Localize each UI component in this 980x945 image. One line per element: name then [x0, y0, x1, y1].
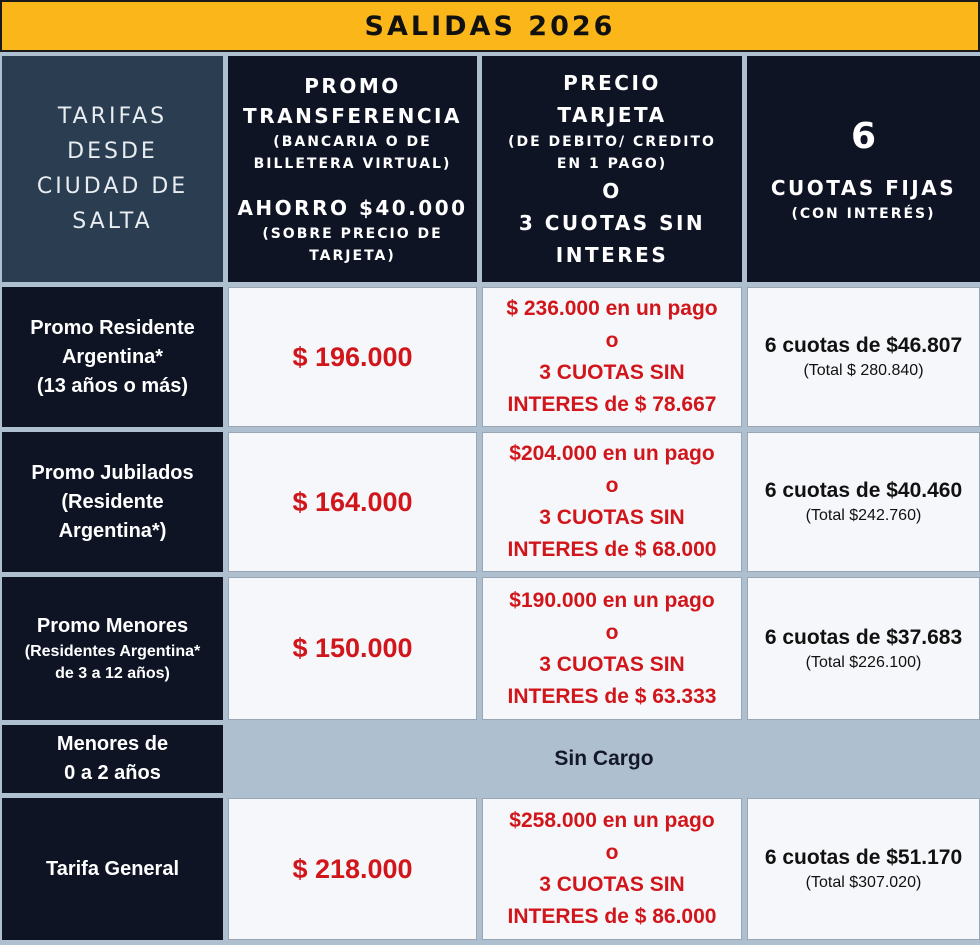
- row-label-line: (Residentes Argentina*: [24, 643, 201, 660]
- card-price-cell: [482, 287, 742, 427]
- header-line: TRANSFERENCIA: [243, 104, 462, 128]
- cuotas-amount: 6 cuotas de $51.170: [764, 846, 963, 869]
- header-subline: TARJETA): [309, 248, 396, 264]
- transfer-price: $ 196.000: [292, 341, 413, 372]
- header-tarifas-label: [2, 56, 223, 282]
- row-label-line: Promo Jubilados: [31, 461, 194, 484]
- cuotas-cell: [747, 798, 980, 940]
- transfer-price-cell: [228, 287, 477, 427]
- header-or: O: [602, 179, 622, 203]
- row-label-line: Promo Menores: [36, 615, 189, 637]
- cuotas-amount: 6 cuotas de $40.460: [764, 479, 963, 502]
- row-label-line: Argentina*): [58, 519, 167, 542]
- header-line: TARJETA: [557, 103, 667, 127]
- card-price-line: INTERES de $ 78.667: [507, 393, 717, 416]
- row-label-line: 0 a 2 años: [64, 762, 161, 784]
- sin-cargo-cell: [228, 725, 980, 793]
- card-price-line: o: [605, 841, 619, 864]
- header-promo-transferencia: [228, 56, 477, 282]
- card-price-line: 3 CUOTAS SIN: [539, 506, 685, 529]
- card-price-line: $204.000 en un pago: [509, 442, 715, 465]
- header-precio-tarjeta: [482, 56, 742, 282]
- header-line: PROMO: [304, 74, 401, 98]
- card-price-line: o: [605, 329, 619, 352]
- row-label-tarifa-general: [2, 798, 223, 940]
- row-label-line: Tarifa General: [45, 857, 180, 880]
- cuotas-cell: [747, 577, 980, 720]
- cuotas-cell: [747, 432, 980, 572]
- card-price-cell: [482, 577, 742, 720]
- card-price-line: $ 236.000 en un pago: [506, 297, 718, 320]
- header-subline: (CON INTERÉS): [791, 206, 936, 222]
- row-label-menores: [2, 577, 223, 720]
- header-line: INTERES: [555, 243, 669, 267]
- row-label-line: (13 años o más): [36, 374, 189, 397]
- card-price-line: 3 CUOTAS SIN: [539, 873, 685, 896]
- transfer-price: $ 150.000: [292, 633, 413, 663]
- row-label-line: (Residente: [61, 490, 164, 513]
- header-subline: (DE DEBITO/ CREDITO: [508, 134, 716, 150]
- row-label-line: Menores de: [56, 733, 169, 755]
- tarifas-line: DESDE: [67, 139, 158, 164]
- header-subline: EN 1 PAGO): [556, 156, 668, 172]
- cuotas-total: (Total $226.100): [805, 653, 922, 671]
- header-cuotas-fijas: [747, 56, 980, 282]
- card-price-line: $258.000 en un pago: [509, 809, 715, 832]
- row-label-line: de 3 a 12 años): [55, 665, 170, 682]
- header-ahorro: AHORRO $40.000: [237, 196, 468, 220]
- row-label-line: Promo Residente: [30, 316, 195, 339]
- tarifas-line: SALTA: [72, 209, 153, 234]
- header-line: 3 CUOTAS SIN: [518, 211, 706, 235]
- header-subline: BILLETERA VIRTUAL): [253, 156, 452, 172]
- transfer-price-cell: [228, 432, 477, 572]
- card-price-line: o: [605, 620, 619, 644]
- row-label-residente: [2, 287, 223, 427]
- sin-cargo-label: Sin Cargo: [554, 747, 654, 770]
- card-price-line: INTERES de $ 86.000: [507, 905, 717, 928]
- row-label-menores-0-2: [2, 725, 223, 793]
- cuotas-amount: 6 cuotas de $46.807: [764, 334, 963, 357]
- card-price-cell: [482, 432, 742, 572]
- cuotas-total: (Total $ 280.840): [803, 362, 924, 379]
- card-price-line: INTERES de $ 68.000: [507, 538, 717, 561]
- header-subline: (SOBRE PRECIO DE: [262, 226, 443, 242]
- header-line: PRECIO: [563, 71, 661, 95]
- row-label-jubilados: [2, 432, 223, 572]
- cuotas-total: (Total $242.760): [805, 507, 922, 524]
- transfer-price: $ 164.000: [292, 486, 413, 517]
- transfer-price: $ 218.000: [292, 853, 413, 884]
- page-title: SALIDAS 2026: [0, 0, 980, 52]
- card-price-line: o: [605, 474, 619, 497]
- tarifas-line: CIUDAD DE: [36, 174, 189, 199]
- header-subline: (BANCARIA O DE: [273, 134, 432, 150]
- row-label-line: Argentina*: [61, 345, 164, 368]
- cuotas-total: (Total $307.020): [805, 874, 922, 891]
- card-price-line: $190.000 en un pago: [509, 588, 715, 612]
- tarifas-line: TARIFAS: [57, 104, 168, 129]
- card-price-cell: [482, 798, 742, 940]
- cuotas-cell: [747, 287, 980, 427]
- cuotas-amount: 6 cuotas de $37.683: [764, 625, 963, 649]
- card-price-line: 3 CUOTAS SIN: [539, 361, 685, 384]
- header-number: 6: [850, 116, 877, 157]
- transfer-price-cell: [228, 798, 477, 940]
- header-line: CUOTAS FIJAS: [770, 176, 957, 200]
- card-price-line: INTERES de $ 63.333: [507, 684, 717, 708]
- transfer-price-cell: [228, 577, 477, 720]
- card-price-line: 3 CUOTAS SIN: [539, 652, 685, 676]
